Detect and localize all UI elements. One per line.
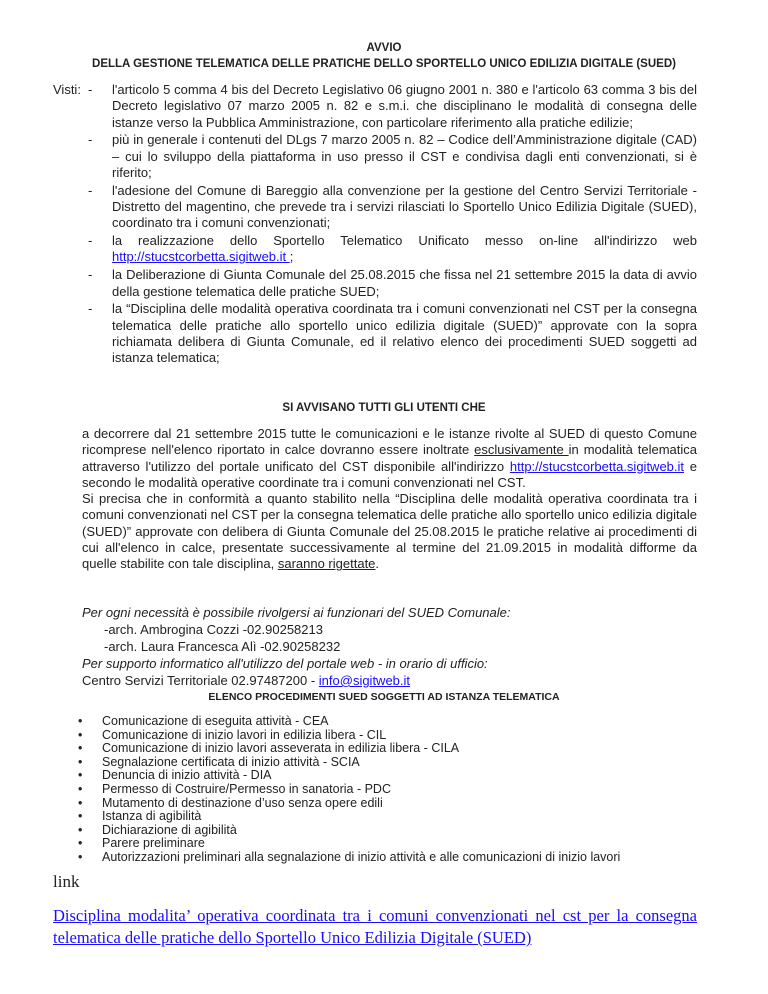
link-label: link (53, 872, 80, 891)
procedure-item: • Mutamento di destinazione d’uso senza opere edili (78, 795, 383, 810)
document-subtitle: DELLA GESTIONE TELEMATICA DELLE PRATICHE DELLO SPORTELLO UNICO EDILIZIA DIGITALE (SUED) (92, 58, 676, 70)
bullet-icon: • (78, 795, 83, 810)
bullet-icon: • (78, 809, 83, 824)
contacts-block (82, 604, 697, 689)
dash-bullet-icon: - (88, 267, 93, 283)
procedure-item: • Comunicazione di inizio lavori in edilizia libera - CIL (78, 727, 387, 742)
bullet-icon: • (78, 714, 83, 728)
bullet-icon: • (78, 822, 83, 837)
procedures-heading: ELENCO PROCEDIMENTI SUED SOGGETTI AD ISTANZA TELEMATICA (208, 691, 560, 703)
bullet-icon: • (78, 727, 83, 742)
bullet-icon: • (78, 849, 83, 864)
notice-body (82, 426, 697, 573)
procedures-list (78, 715, 620, 865)
contacts-intro: Per ogni necessità è possibile rivolgersi ai funzionari del SUED Comunale: (82, 605, 511, 620)
email-link[interactable]: info@sigitweb.it (318, 673, 411, 688)
support-center: Centro Servizi Territoriale 02.97487200 - info@sigitweb.it (82, 673, 411, 688)
bullet-icon: • (78, 741, 83, 756)
visti-item: - la realizzazione dello Sportello Telematico Unificato messo on-line all'indirizzo web http://stucstcorbetta.sigitweb.it ; (88, 233, 697, 265)
dash-bullet-icon: - (88, 301, 93, 317)
bullet-icon: • (78, 754, 83, 769)
bullet-icon: • (78, 836, 83, 851)
contact-person: -arch. Laura Francesca Alì -02.90258232 (104, 639, 341, 654)
procedure-item: • Dichiarazione di agibilità (78, 822, 237, 837)
visti-item: - l'articolo 5 comma 4 bis del Decreto Legislativo 06 giugno 2001 n. 380 e l'articolo 63 comma 3 bis del Decreto legislativo 07 marzo 2005 n. 82 e s.m.i. che disciplinano le modalità di consegna delle istanze verso la Pubblica Amministrazione, con particolare riferimento alla pratiche edilizie; (88, 82, 697, 130)
visti-item: - l'adesione del Comune di Bareggio alla convenzione per la gestione del Centro Servizi Territoriale -Distretto del magentino, che prevede tra i servizi rilasciati lo Sportello Unico Edilizia Digitale (SUED), coordinato tra i comuni convenzionati; (88, 182, 697, 231)
procedure-item: • Denuncia di inizio attività - DIA (78, 768, 272, 783)
support-intro: Per supporto informatico all'utilizzo del portale web - in orario di ufficio: (82, 656, 488, 671)
notice-paragraph: a decorrere dal 21 settembre 2015 tutte le comunicazioni e le istanze rivolte al SUED di questo Comune ricomprese nell'elenco riportato in calce dovranno essere inoltrate esclusivamente in modalità telematica attraverso l'utilizzo del portale unificato del CST disponibile all'indirizzo http://stucstcorbetta.sigitweb.it e secondo le modalità operative coordinate tra i comuni convenzionati nel CST. (82, 426, 697, 490)
footer-link-block (53, 905, 697, 949)
portal-link[interactable]: http://stucstcorbetta.sigitweb.it (509, 458, 685, 474)
dash-bullet-icon: - (88, 132, 93, 148)
dash-bullet-icon: - (88, 182, 93, 198)
bullet-icon: • (78, 781, 83, 796)
stu-portal-link[interactable]: http://stucstcorbetta.sigitweb.it (112, 249, 290, 265)
document-title: AVVIO (366, 42, 402, 54)
procedure-item: • Istanza di agibilità (78, 809, 202, 824)
disciplina-document-link[interactable]: Disciplina modalita’ operativa coordinata tra i comuni convenzionati nel cst per la consegna telematica delle pratiche dello Sportello Unico Edilizia Digitale (SUED) (53, 906, 697, 947)
notice-heading: SI AVVISANO TUTTI GLI UTENTI CHE (282, 402, 486, 414)
procedure-item: • Parere preliminare (78, 836, 205, 851)
notice-paragraph: Si precisa che in conformità a quanto stabilito nella “Disciplina delle modalità operativa coordinata tra i comuni convenzionati nel CST per la consegna telematica delle pratiche allo sportello unico edilizia digitale (SUED)” approvate con delibera di Giunta Comunale del 25.08.2015 le pratiche relative ai procedimenti di cui all'elenco in calce, presentate successivamente al termine del 21.09.2015 in modalità difforme da quelle stabilite con tale disciplina, saranno rigettate. (82, 491, 697, 572)
bullet-icon: • (78, 768, 83, 783)
visti-item: - più in generale i contenuti del DLgs 7 marzo 2005 n. 82 – Codice dell’Amministrazione digitale (CAD) – cui lo sviluppo della piattaforma in uso presso il CST e condivisa dagli enti convenzionati, si è riferito; (88, 132, 697, 180)
visti-label: Visti: (53, 82, 81, 97)
visti-list (88, 82, 697, 368)
procedure-item: • Comunicazione di eseguita attività - CEA (78, 714, 329, 728)
procedure-item: • Autorizzazioni preliminari alla segnalazione di inizio attività e alle comunicazioni di inizio lavori (78, 849, 621, 864)
procedure-item: • Comunicazione di inizio lavori asseverata in edilizia libera - CILA (78, 741, 460, 756)
visti-item: - la “Disciplina delle modalità operativa coordinata tra i comuni convenzionati nel CST per la consegna telematica delle pratiche allo sportello unico edilizia digitale (SUED)” approvate con la sopra richiamata delibera di Giunta Comunale, ed il relativo elenco dei procedimenti SUED soggetti ad istanza telematica; (88, 301, 697, 366)
dash-bullet-icon: - (88, 233, 93, 249)
contact-person: -arch. Ambrogina Cozzi -02.90258213 (104, 622, 323, 637)
dash-bullet-icon: - (88, 82, 93, 97)
procedure-item: • Segnalazione certificata di inizio attività - SCIA (78, 754, 360, 769)
procedure-item: • Permesso di Costruire/Permesso in sanatoria - PDC (78, 781, 391, 796)
visti-item: - la Deliberazione di Giunta Comunale del 25.08.2015 che fissa nel 21 settembre 2015 la data di avvio della gestione telematica delle pratiche SUED; (88, 267, 697, 299)
